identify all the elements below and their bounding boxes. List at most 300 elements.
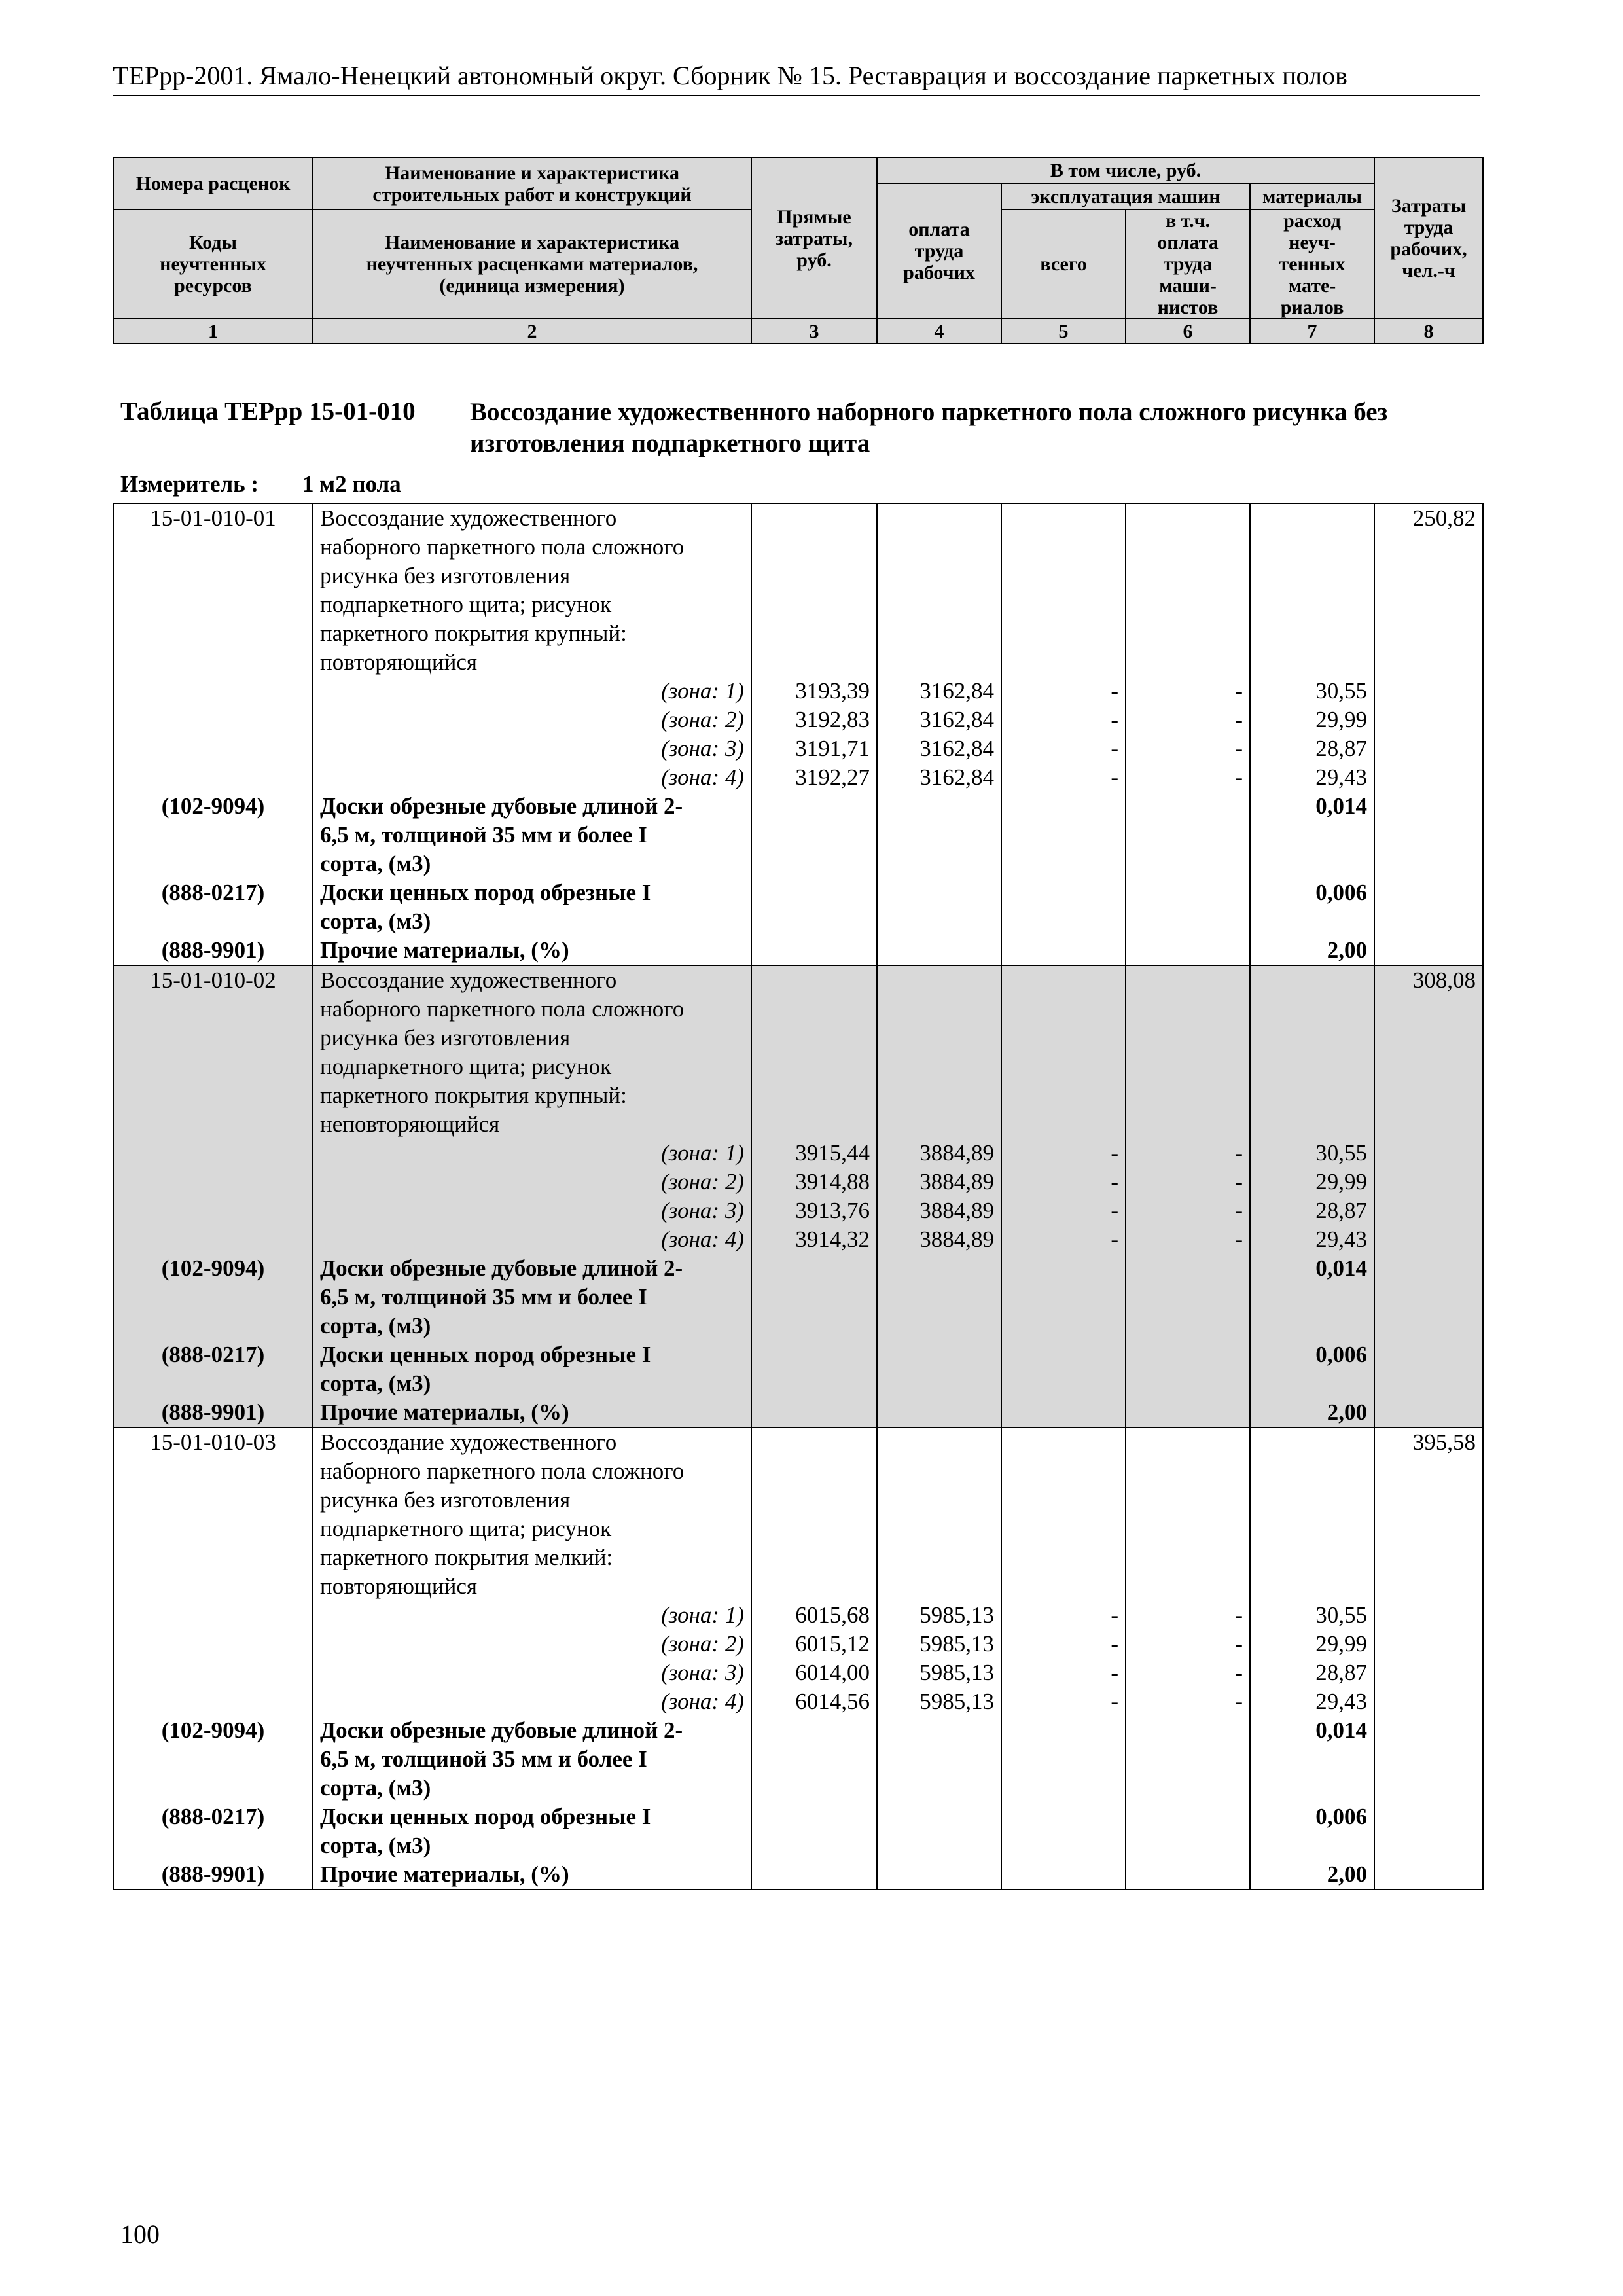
resource-name-line: 6,5 м, толщиной 35 мм и более I: [320, 1746, 647, 1772]
blank-line: [114, 1831, 312, 1860]
blank-line: [114, 1630, 312, 1659]
blank-line: [1251, 1428, 1374, 1457]
blank-line: [1126, 1081, 1249, 1110]
measure-label: Измеритель :: [120, 471, 259, 497]
zone-direct-value: 3193,39: [795, 678, 870, 704]
zone-wages-value: 5985,13: [919, 1689, 994, 1714]
blank-line: [1002, 1457, 1125, 1486]
blank-line: [114, 850, 312, 878]
header-number: 8: [1374, 319, 1483, 344]
blank-line: [1002, 619, 1125, 648]
blank-line: [1251, 590, 1374, 619]
blank-line: [1126, 995, 1249, 1024]
blank-line: [1002, 504, 1125, 533]
blank-line: [752, 1428, 876, 1457]
blank-line: [1251, 1543, 1374, 1572]
page-number: 100: [120, 2219, 160, 2249]
blank-line: [752, 1081, 876, 1110]
rate-cell-col5: [1001, 503, 1126, 965]
resource-code: (888-0217): [161, 1342, 265, 1367]
zone-direct-value: 6015,12: [795, 1631, 870, 1657]
zone-mat-value: 29,43: [1315, 764, 1367, 790]
blank-line: [114, 1312, 312, 1340]
resource-code: (888-0217): [161, 1804, 265, 1829]
blank-line: [1126, 1024, 1249, 1052]
rate-cell-col1: [113, 965, 313, 1427]
zone-direct-value: 3191,71: [795, 736, 870, 761]
blank-line: [114, 562, 312, 590]
blank-line: [114, 734, 312, 763]
blank-line: [1002, 1543, 1125, 1572]
resource-code: (102-9094): [161, 1717, 265, 1743]
blank-line: [1251, 648, 1374, 677]
zone-mat-value: 29,99: [1315, 1631, 1367, 1657]
header-rule: [113, 95, 1480, 96]
zone-mat-value: 29,99: [1315, 1169, 1367, 1194]
zone-wages-value: 5985,13: [919, 1660, 994, 1685]
zone-mach-value: -: [1111, 1227, 1118, 1252]
rate-row: [113, 1427, 1483, 1890]
header-col7: расход неуч- тенных мате- риалов: [1250, 209, 1374, 319]
resource-name-line: сорта, (м3): [320, 1371, 431, 1396]
blank-line: [752, 619, 876, 648]
table-number: Таблица ТЕРрр 15-01-010: [120, 397, 416, 425]
blank-line: [878, 1486, 1001, 1515]
blank-line: [1002, 1081, 1125, 1110]
rate-code: 15-01-010-01: [150, 505, 276, 531]
blank-line: [1251, 1024, 1374, 1052]
header-col1-bottom: Коды неучтенных ресурсов: [113, 209, 313, 319]
header-col4: оплата труда рабочих: [877, 183, 1001, 319]
zone-wages-value: 3884,89: [919, 1227, 994, 1252]
blank-line: [878, 504, 1001, 533]
blank-line: [752, 966, 876, 995]
blank-line: [1002, 1428, 1125, 1457]
rate-cell-col4: [877, 965, 1001, 1427]
blank-line: [878, 648, 1001, 677]
zone-label: (зона: 1): [661, 1140, 744, 1166]
header-number: 1: [113, 319, 313, 344]
zone-mat-value: 30,55: [1315, 1140, 1367, 1166]
blank-line: [878, 1515, 1001, 1543]
blank-line: [1251, 995, 1374, 1024]
blank-line: [1002, 966, 1125, 995]
zone-mach-wages-value: -: [1235, 1140, 1243, 1166]
header-number: 3: [751, 319, 877, 344]
blank-line: [114, 1659, 312, 1687]
blank-line: [752, 1486, 876, 1515]
blank-line: [878, 995, 1001, 1024]
header-machines: эксплуатация машин: [1001, 183, 1250, 209]
resource-consumption: 2,00: [1327, 937, 1367, 963]
blank-line: [1002, 995, 1125, 1024]
rate-cell-col3: [751, 1427, 877, 1890]
header-col2-top: Наименование и характеристика строительных работ и конструкций: [313, 158, 751, 209]
blank-line: [114, 1052, 312, 1081]
blank-line: [878, 1052, 1001, 1081]
blank-line: [878, 619, 1001, 648]
zone-direct-value: 3914,88: [795, 1169, 870, 1194]
blank-line: [114, 648, 312, 677]
blank-line: [1002, 1110, 1125, 1139]
blank-line: [1251, 1774, 1374, 1803]
blank-line: [114, 1687, 312, 1716]
blank-line: [114, 1515, 312, 1543]
blank-line: [114, 1745, 312, 1774]
zone-mach-wages-value: -: [1235, 707, 1243, 732]
blank-line: [878, 1024, 1001, 1052]
blank-line: [1251, 1283, 1374, 1312]
blank-line: [1126, 619, 1249, 648]
rate-cell-col7: [1250, 1427, 1374, 1890]
blank-line: [1251, 504, 1374, 533]
column-header-table: [113, 157, 1484, 344]
blank-line: [1251, 850, 1374, 878]
zone-mach-value: -: [1111, 1169, 1118, 1194]
blank-line: [878, 1110, 1001, 1139]
rate-cell-col8: [1374, 965, 1483, 1427]
blank-line: [1251, 1369, 1374, 1398]
zone-wages-value: 3162,84: [919, 707, 994, 732]
resource-consumption: 0,006: [1315, 1342, 1367, 1367]
blank-line: [1002, 1486, 1125, 1515]
header-numbers-row: [113, 319, 1483, 344]
resource-name-line: Доски обрезные дубовые длиной 2-: [320, 1255, 683, 1281]
rate-cell-col8: [1374, 503, 1483, 965]
zone-label: (зона: 1): [661, 678, 744, 704]
zone-mach-wages-value: -: [1235, 1631, 1243, 1657]
zone-wages-value: 3162,84: [919, 764, 994, 790]
rate-description-line: неповторяющийся: [320, 1111, 500, 1137]
blank-line: [114, 1110, 312, 1139]
resource-name-line: Прочие материалы, (%): [320, 937, 569, 963]
blank-line: [1002, 1515, 1125, 1543]
rate-cell-col3: [751, 503, 877, 965]
blank-line: [1126, 504, 1249, 533]
rate-cell-col1: [113, 503, 313, 965]
blank-line: [1251, 966, 1374, 995]
rate-description-line: Воссоздание художественного: [320, 505, 617, 531]
rate-row: [113, 503, 1483, 965]
resource-name-line: Доски обрезные дубовые длиной 2-: [320, 793, 683, 819]
header-col8: Затраты труда рабочих, чел.-ч: [1374, 158, 1483, 319]
rate-description-line: повторяющийся: [320, 1573, 478, 1599]
rate-cell-col3: [751, 965, 877, 1427]
resource-code: (102-9094): [161, 1255, 265, 1281]
zone-label: (зона: 3): [661, 1660, 744, 1685]
blank-line: [1251, 619, 1374, 648]
zone-label: (зона: 3): [661, 1198, 744, 1223]
rate-description-line: Воссоздание художественного: [320, 967, 617, 993]
zone-mach-wages-value: -: [1235, 1227, 1243, 1252]
zone-label: (зона: 2): [661, 707, 744, 732]
rate-description-line: наборного паркетного пола сложного: [320, 1458, 685, 1484]
zone-mat-value: 28,87: [1315, 736, 1367, 761]
blank-line: [114, 1774, 312, 1803]
blank-line: [1002, 648, 1125, 677]
blank-line: [1251, 1457, 1374, 1486]
zone-wages-value: 3884,89: [919, 1169, 994, 1194]
zone-mach-wages-value: -: [1235, 678, 1243, 704]
rate-cell-col7: [1250, 965, 1374, 1427]
header-number: 2: [313, 319, 751, 344]
zone-mach-value: -: [1111, 1660, 1118, 1685]
running-header: ТЕРрр-2001. Ямало-Ненецкий автономный округ. Сборник № 15. Реставрация и воссоздание паркетных полов: [113, 61, 1347, 90]
measure-value: 1 м2 пола: [302, 471, 401, 497]
header-col6: в т.ч. оплата труда маши- нистов: [1126, 209, 1250, 319]
blank-line: [1126, 590, 1249, 619]
zone-mat-value: 28,87: [1315, 1660, 1367, 1685]
blank-line: [752, 648, 876, 677]
zone-label: (зона: 1): [661, 1602, 744, 1628]
zone-label: (зона: 4): [661, 764, 744, 790]
rate-description-line: паркетного покрытия крупный:: [320, 1083, 627, 1108]
blank-line: [1251, 1572, 1374, 1601]
zone-label: (зона: 4): [661, 1227, 744, 1252]
blank-line: [1002, 590, 1125, 619]
rate-description-line: Воссоздание художественного: [320, 1429, 617, 1455]
blank-line: [1251, 533, 1374, 562]
blank-line: [114, 995, 312, 1024]
resource-name-line: сорта, (м3): [320, 1833, 431, 1858]
resource-consumption: 0,014: [1315, 1717, 1367, 1743]
blank-line: [1126, 966, 1249, 995]
blank-line: [878, 590, 1001, 619]
blank-line: [1002, 1052, 1125, 1081]
zone-mach-wages-value: -: [1235, 1689, 1243, 1714]
rate-cell-col4: [877, 1427, 1001, 1890]
zone-direct-value: 3192,27: [795, 764, 870, 790]
blank-line: [1126, 1110, 1249, 1139]
blank-line: [114, 1081, 312, 1110]
resource-name-line: сорта, (м3): [320, 851, 431, 876]
rate-cell-col4: [877, 503, 1001, 965]
rate-cell-col6: [1126, 1427, 1250, 1890]
rate-cell-col8: [1374, 1427, 1483, 1890]
rate-cell-col1: [113, 1427, 313, 1890]
zone-direct-value: 6014,00: [795, 1660, 870, 1685]
blank-line: [1126, 648, 1249, 677]
rate-description-line: паркетного покрытия мелкий:: [320, 1545, 613, 1570]
resource-name-line: 6,5 м, толщиной 35 мм и более I: [320, 822, 647, 848]
blank-line: [1002, 533, 1125, 562]
resource-name-line: Прочие материалы, (%): [320, 1861, 569, 1887]
blank-line: [114, 706, 312, 734]
blank-line: [1251, 1486, 1374, 1515]
zone-label: (зона: 3): [661, 736, 744, 761]
blank-line: [114, 1486, 312, 1515]
rate-cell-col5: [1001, 1427, 1126, 1890]
blank-line: [878, 1543, 1001, 1572]
header-number: 5: [1001, 319, 1126, 344]
rate-description-line: подпаркетного щита; рисунок: [320, 1516, 612, 1541]
zone-mach-wages-value: -: [1235, 764, 1243, 790]
blank-line: [1251, 1312, 1374, 1340]
blank-line: [1251, 821, 1374, 850]
resource-code: (888-9901): [161, 1861, 265, 1887]
zone-wages-value: 3884,89: [919, 1140, 994, 1166]
blank-line: [1251, 907, 1374, 936]
rate-description-line: рисунка без изготовления: [320, 563, 571, 588]
blank-line: [1251, 1515, 1374, 1543]
zone-mat-value: 29,99: [1315, 707, 1367, 732]
blank-line: [1002, 1024, 1125, 1052]
zone-label: (зона: 2): [661, 1169, 744, 1194]
resource-code: (888-9901): [161, 1399, 265, 1425]
rate-description-line: подпаркетного щита; рисунок: [320, 592, 612, 617]
resource-code: (102-9094): [161, 793, 265, 819]
blank-line: [114, 821, 312, 850]
blank-line: [1126, 1457, 1249, 1486]
zone-wages-value: 5985,13: [919, 1631, 994, 1657]
zone-mach-wages-value: -: [1235, 1169, 1243, 1194]
rate-cell-col6: [1126, 965, 1250, 1427]
resource-name-line: Доски ценных пород обрезные I: [320, 1804, 651, 1829]
blank-line: [114, 1543, 312, 1572]
zone-direct-value: 3192,83: [795, 707, 870, 732]
rate-description-line: рисунка без изготовления: [320, 1025, 571, 1050]
zone-mach-wages-value: -: [1235, 1198, 1243, 1223]
zone-mat-value: 30,55: [1315, 1602, 1367, 1628]
resource-name-line: Доски ценных пород обрезные I: [320, 1342, 651, 1367]
zone-mach-value: -: [1111, 1198, 1118, 1223]
blank-line: [752, 1024, 876, 1052]
blank-line: [114, 533, 312, 562]
blank-line: [114, 1139, 312, 1168]
rate-cell-col2: [313, 965, 751, 1427]
blank-line: [1126, 1428, 1249, 1457]
blank-line: [114, 763, 312, 792]
blank-line: [752, 1052, 876, 1081]
table-name: Воссоздание художественного наборного паркетного пола сложного рисунка без изготовления подпаркетного щита: [470, 398, 1388, 457]
resource-name-line: сорта, (м3): [320, 908, 431, 934]
blank-line: [1126, 1052, 1249, 1081]
resource-consumption: 0,006: [1315, 880, 1367, 905]
resource-consumption: 2,00: [1327, 1399, 1367, 1425]
blank-line: [1126, 533, 1249, 562]
blank-line: [1251, 562, 1374, 590]
blank-line: [752, 562, 876, 590]
labor-cost: 250,82: [1412, 505, 1476, 531]
rate-description-line: повторяющийся: [320, 649, 478, 675]
blank-line: [878, 562, 1001, 590]
zone-direct-value: 3914,32: [795, 1227, 870, 1252]
blank-line: [752, 1457, 876, 1486]
blank-line: [1251, 1052, 1374, 1081]
header-col3: Прямые затраты, руб.: [751, 158, 877, 319]
blank-line: [878, 533, 1001, 562]
measure-unit: [120, 471, 401, 497]
resource-name-line: сорта, (м3): [320, 1775, 431, 1801]
rate-description-line: наборного паркетного пола сложного: [320, 534, 685, 560]
rate-description-line: подпаркетного щита; рисунок: [320, 1054, 612, 1079]
blank-line: [1126, 1486, 1249, 1515]
rate-description-line: рисунка без изготовления: [320, 1487, 571, 1513]
blank-line: [1126, 1543, 1249, 1572]
rate-code: 15-01-010-03: [150, 1429, 276, 1455]
blank-line: [114, 1024, 312, 1052]
rate-description-line: паркетного покрытия крупный:: [320, 620, 627, 646]
zone-direct-value: 6014,56: [795, 1689, 870, 1714]
rate-code: 15-01-010-02: [150, 967, 276, 993]
blank-line: [1251, 1081, 1374, 1110]
blank-line: [1002, 562, 1125, 590]
zone-label: (зона: 4): [661, 1689, 744, 1714]
blank-line: [752, 590, 876, 619]
blank-line: [752, 995, 876, 1024]
blank-line: [878, 1428, 1001, 1457]
zone-mach-value: -: [1111, 764, 1118, 790]
resource-consumption: 2,00: [1327, 1861, 1367, 1887]
zone-wages-value: 3162,84: [919, 678, 994, 704]
header-materials: материалы: [1250, 183, 1374, 209]
blank-line: [752, 1572, 876, 1601]
blank-line: [114, 1601, 312, 1630]
blank-line: [114, 1457, 312, 1486]
blank-line: [114, 907, 312, 936]
blank-line: [114, 1196, 312, 1225]
zone-wages-value: 3884,89: [919, 1198, 994, 1223]
zone-direct-value: 6015,68: [795, 1602, 870, 1628]
zone-wages-value: 5985,13: [919, 1602, 994, 1628]
blank-line: [1126, 562, 1249, 590]
blank-line: [1251, 1831, 1374, 1860]
blank-line: [1126, 1572, 1249, 1601]
zone-mach-wages-value: -: [1235, 1660, 1243, 1685]
zone-mat-value: 28,87: [1315, 1198, 1367, 1223]
header-number: 4: [877, 319, 1001, 344]
rate-cell-col2: [313, 503, 751, 965]
resource-code: (888-9901): [161, 937, 265, 963]
rate-cell-col5: [1001, 965, 1126, 1427]
blank-line: [114, 1283, 312, 1312]
blank-line: [752, 1515, 876, 1543]
blank-line: [752, 1110, 876, 1139]
blank-line: [1251, 1110, 1374, 1139]
header-col2-bottom: Наименование и характеристика неучтенных расценками материалов, (единица измерения): [313, 209, 751, 319]
zone-mat-value: 29,43: [1315, 1227, 1367, 1252]
blank-line: [114, 1369, 312, 1398]
zone-direct-value: 3915,44: [795, 1140, 870, 1166]
zone-mach-value: -: [1111, 678, 1118, 704]
resource-name-line: Доски обрезные дубовые длиной 2-: [320, 1717, 683, 1743]
blank-line: [114, 677, 312, 706]
labor-cost: 395,58: [1412, 1429, 1476, 1455]
rate-cell-col7: [1250, 503, 1374, 965]
resource-name-line: сорта, (м3): [320, 1313, 431, 1338]
zone-label: (зона: 2): [661, 1631, 744, 1657]
rate-cell-col6: [1126, 503, 1250, 965]
header-in-total: В том числе, руб.: [877, 158, 1374, 183]
blank-line: [752, 504, 876, 533]
blank-line: [114, 1168, 312, 1196]
zone-direct-value: 3913,76: [795, 1198, 870, 1223]
zone-mat-value: 29,43: [1315, 1689, 1367, 1714]
zone-mach-value: -: [1111, 1689, 1118, 1714]
zone-mach-wages-value: -: [1235, 736, 1243, 761]
resource-consumption: 0,014: [1315, 793, 1367, 819]
zone-mat-value: 30,55: [1315, 678, 1367, 704]
zone-mach-wages-value: -: [1235, 1602, 1243, 1628]
resource-name-line: Доски ценных пород обрезные I: [320, 880, 651, 905]
resource-consumption: 0,006: [1315, 1804, 1367, 1829]
header-number: 7: [1250, 319, 1374, 344]
zone-mach-value: -: [1111, 1140, 1118, 1166]
rates-table: [113, 503, 1484, 1890]
blank-line: [878, 1457, 1001, 1486]
labor-cost: 308,08: [1412, 967, 1476, 993]
rate-description-line: наборного паркетного пола сложного: [320, 996, 685, 1022]
